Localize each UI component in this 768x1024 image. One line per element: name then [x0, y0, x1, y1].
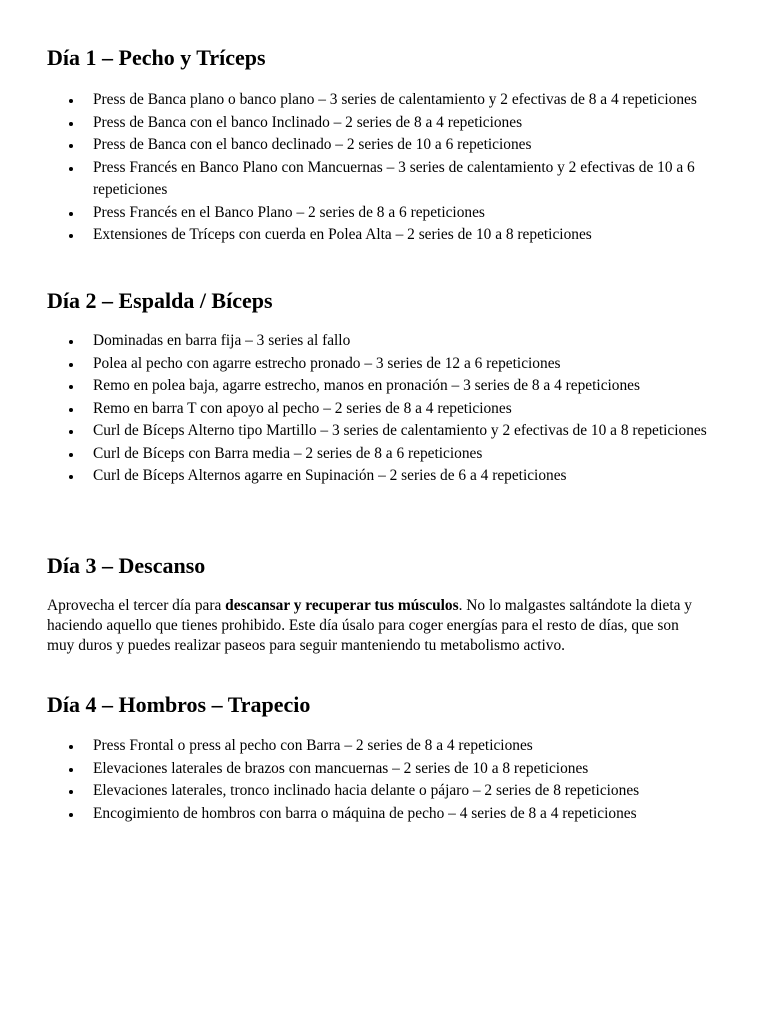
day-4-exercise-list	[47, 735, 719, 825]
paragraph-text: . No lo malgastes saltándote la dieta y haciendo aquello que tienes prohibido. Este día úsalo para coger energías para el resto de días, que son muy duros y puedes realizar paseos para seguir manteniendo tu metabolismo activo.	[47, 597, 692, 654]
list-item: Press Frontal o press al pecho con Barra – 2 series de 8 a 4 repeticiones	[47, 735, 719, 758]
list-item: Extensiones de Tríceps con cuerda en Polea Alta – 2 series de 10 a 8 repeticiones	[47, 224, 719, 247]
list-item: Curl de Bíceps Alternos agarre en Supinación – 2 series de 6 a 4 repeticiones	[47, 465, 719, 488]
list-item: Encogimiento de hombros con barra o máquina de pecho – 4 series de 8 a 4 repeticiones	[47, 803, 719, 826]
list-item: Dominadas en barra fija – 3 series al fallo	[47, 330, 719, 353]
list-item: Press de Banca con el banco Inclinado – 2 series de 8 a 4 repeticiones	[47, 112, 719, 135]
day-3-title: Día 3 – Descanso	[47, 553, 206, 578]
day-1-title: Día 1 – Pecho y Tríceps	[47, 45, 266, 70]
list-item: Remo en barra T con apoyo al pecho – 2 series de 8 a 4 repeticiones	[47, 398, 719, 421]
day-1-exercise-list	[47, 89, 719, 247]
paragraph-text: Aprovecha el tercer día para	[47, 597, 226, 614]
list-item: Curl de Bíceps Alterno tipo Martillo – 3 series de calentamiento y 2 efectivas de 10 a 8 repeticiones	[47, 420, 719, 443]
rest-day-paragraph	[47, 596, 707, 656]
day-2-exercise-list	[47, 330, 719, 488]
list-item: Elevaciones laterales, tronco inclinado hacia delante o pájaro – 2 series de 8 repeticiones	[47, 780, 719, 803]
day-4-title: Día 4 – Hombros – Trapecio	[47, 692, 311, 717]
list-item: Press de Banca plano o banco plano – 3 series de calentamiento y 2 efectivas de 8 a 4 repeticiones	[47, 89, 719, 112]
list-item: Press de Banca con el banco declinado – 2 series de 10 a 6 repeticiones	[47, 134, 719, 157]
list-item: Press Francés en Banco Plano con Mancuernas – 3 series de calentamiento y 2 efectivas de 10 a 6 repeticiones	[47, 157, 719, 202]
list-item: Remo en polea baja, agarre estrecho, manos en pronación – 3 series de 8 a 4 repeticiones	[47, 375, 719, 398]
day-2-title: Día 2 – Espalda / Bíceps	[47, 288, 273, 313]
list-item: Press Francés en el Banco Plano – 2 series de 8 a 6 repeticiones	[47, 202, 719, 225]
list-item: Elevaciones laterales de brazos con mancuernas – 2 series de 10 a 8 repeticiones	[47, 758, 719, 781]
list-item: Polea al pecho con agarre estrecho pronado – 3 series de 12 a 6 repeticiones	[47, 353, 719, 376]
paragraph-bold-text: descansar y recuperar tus músculos	[225, 597, 459, 614]
list-item: Curl de Bíceps con Barra media – 2 series de 8 a 6 repeticiones	[47, 443, 719, 466]
